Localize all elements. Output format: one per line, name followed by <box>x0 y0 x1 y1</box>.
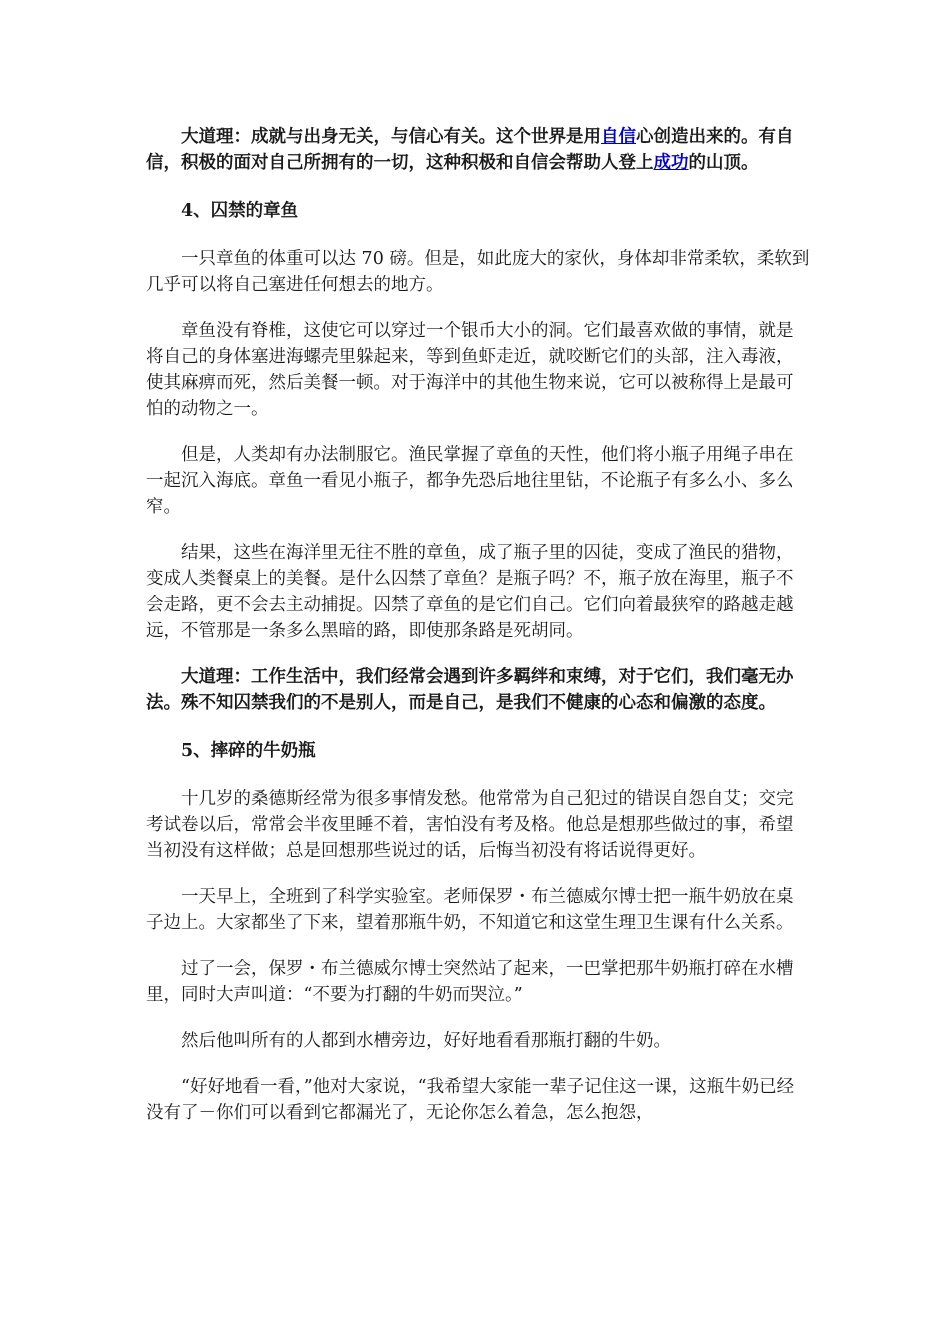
document-body <box>146 124 810 1126</box>
octopus-paragraph-4: 结果，这些在海洋里无往不胜的章鱼，成了瓶子里的囚徒，变成了渔民的猎物，变成人类餐桌上的美餐。是什么囚禁了章鱼？是瓶子吗？不，瓶子放在海里，瓶子不会走路，更不会去主动捕捉。囚禁了章鱼的是它们自己。它们向着最狭窄的路越走越远，不管那是一条多么黑暗的路，即使那条路是死胡同。 <box>146 543 794 641</box>
milk-paragraph-2: 一天早上，全班到了科学实验室。老师保罗・布兰德威尔博士把一瓶牛奶放在桌子边上。大家都坐了下来，望着那瓶牛奶，不知道它和这堂生理卫生课有什么关系。 <box>146 887 794 933</box>
milk-paragraph-5: “好好地看一看，”他对大家说，“我希望大家能一辈子记住这一课，这瓶牛奶已经没有了－你们可以看到它都漏光了，无论你怎么着急，怎么抱怨， <box>146 1077 795 1123</box>
milk-paragraph-3: 过了一会，保罗・布兰德威尔博士突然站了起来，一巴掌把那牛奶瓶打碎在水槽里，同时大声叫道：“不要为打翻的牛奶而哭泣。” <box>146 959 794 1005</box>
octopus-paragraph-3: 但是，人类却有办法制服它。渔民掌握了章鱼的天性，他们将小瓶子用绳子串在一起沉入海底。章鱼一看见小瓶子，都争先恐后地往里钻，不论瓶子有多么小、多么窄。 <box>146 445 794 517</box>
section-heading-5: 5、摔碎的牛奶瓶 <box>181 741 316 761</box>
section-heading-4: 4、囚禁的章鱼 <box>181 201 299 221</box>
success-link[interactable]: 成功 <box>653 153 689 173</box>
moral-text-end: 的山顶。 <box>688 153 759 173</box>
milk-paragraph-1: 十几岁的桑德斯经常为很多事情发愁。他常常为自己犯过的错误自怨自艾；交完考试卷以后，常常会半夜里睡不着，害怕没有考及格。他总是想那些做过的事，希望当初没有这样做；总是回想那些说过的话，后悔当初没有将话说得更好。 <box>146 789 794 861</box>
moral-text-start: 大道理：成就与出身无关，与信心有关。这个世界是用 <box>181 127 601 147</box>
octopus-paragraph-2: 章鱼没有脊椎，这使它可以穿过一个银币大小的洞。它们最喜欢做的事情，就是将自己的身体塞进海螺壳里躲起来，等到鱼虾走近，就咬断它们的头部，注入毒液，使其麻痹而死，然后美餐一顿。对于海洋中的其他生物来说，它可以被称得上是最可怕的动物之一。 <box>146 321 794 419</box>
confidence-link[interactable]: 自信 <box>601 127 636 147</box>
moral-text-middle: 心创造出来的。有自信，积极的面对自己所拥有的一切，这种积极和自信会帮助人登上 <box>146 127 794 173</box>
moral-paragraph-3 <box>146 124 810 176</box>
milk-paragraph-4: 然后他叫所有的人都到水槽旁边，好好地看看那瓶打翻的牛奶。 <box>181 1031 671 1051</box>
octopus-paragraph-1: 一只章鱼的体重可以达 70 磅。但是，如此庞大的家伙，身体却非常柔软，柔软到几乎可以将自己塞进任何想去的地方。 <box>146 249 810 295</box>
moral-paragraph-4: 大道理：工作生活中，我们经常会遇到许多羁绊和束缚，对于它们，我们毫无办法。殊不知囚禁我们的不是别人，而是自己，是我们不健康的心态和偏激的态度。 <box>146 667 794 713</box>
